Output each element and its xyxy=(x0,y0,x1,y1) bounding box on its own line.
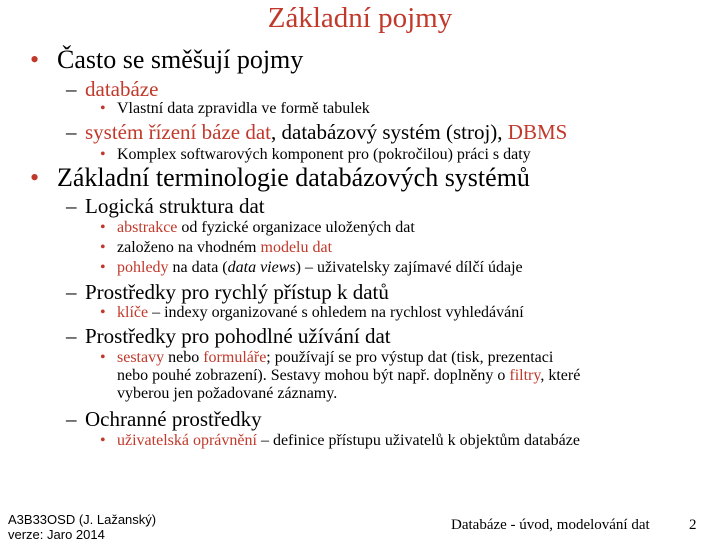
subitem-user-permissions: uživatelská oprávnění – definice přístupu uživatelů k objektům databáze xyxy=(117,432,580,449)
dash-icon: – xyxy=(66,120,77,144)
dash-icon: – xyxy=(66,280,77,304)
bullet-icon: • xyxy=(100,259,106,276)
item-protective-means: Ochranné prostředky xyxy=(85,407,262,431)
bullet-icon: • xyxy=(100,219,106,236)
item-database: databáze xyxy=(85,77,159,101)
subitem-software-complex: Komplex softwarových komponent pro (pokročilou) práci s daty xyxy=(117,146,531,163)
bullet-icon: • xyxy=(100,100,106,117)
slide-title: Základní pojmy xyxy=(267,2,453,34)
bullet-icon: • xyxy=(30,45,40,74)
page-number: 2 xyxy=(689,517,697,533)
footer-version: verze: Jaro 2014 xyxy=(8,527,105,542)
subitem-own-data: Vlastní data zpravidla ve formě tabulek xyxy=(117,100,370,117)
dash-icon: – xyxy=(66,324,77,348)
subitem-keys: klíče – indexy organizované s ohledem na rychlost vyhledávání xyxy=(117,304,524,321)
section-basic-terminology: Základní terminologie databázových systémů xyxy=(57,163,530,192)
bullet-icon: • xyxy=(100,146,106,163)
footer-topic: Databáze - úvod, modelování dat xyxy=(451,517,650,533)
item-fast-access: Prostředky pro rychlý přístup k datů xyxy=(85,280,389,304)
item-logical-structure: Logická struktura dat xyxy=(85,194,265,218)
dash-icon: – xyxy=(66,77,77,101)
bullet-icon: • xyxy=(100,304,106,321)
dash-icon: – xyxy=(66,194,77,218)
bullet-icon: • xyxy=(30,163,40,192)
item-convenient-use: Prostředky pro pohodlné užívání dat xyxy=(85,324,391,348)
bullet-icon: • xyxy=(100,432,106,449)
subitem-views: pohledy na data (data views) – uživatelsky zajímavé dílčí údaje xyxy=(117,259,523,276)
bullet-icon: • xyxy=(100,349,106,366)
footer-course: A3B33OSD (J. Lažanský) xyxy=(8,512,157,527)
section-often-confused: Často se směšují pojmy xyxy=(57,45,304,74)
footer-course-info xyxy=(8,512,156,542)
dash-icon: – xyxy=(66,407,77,431)
item-dbms: systém řízení báze dat, databázový systém (stroj), DBMS xyxy=(85,120,568,144)
bullet-icon: • xyxy=(100,239,106,256)
subitem-data-model: založeno na vhodném modelu dat xyxy=(117,239,333,256)
subitem-abstraction: abstrakce od fyzické organizace uložených dat xyxy=(117,219,415,236)
subitem-reports-forms: sestavy nebo formuláře; používají se pro výstup dat (tisk, prezentaci nebo pouhé zobrazení). Sestavy mohou být např. doplněny o filtry, které vyberou jen požadované záznamy. xyxy=(117,349,581,402)
